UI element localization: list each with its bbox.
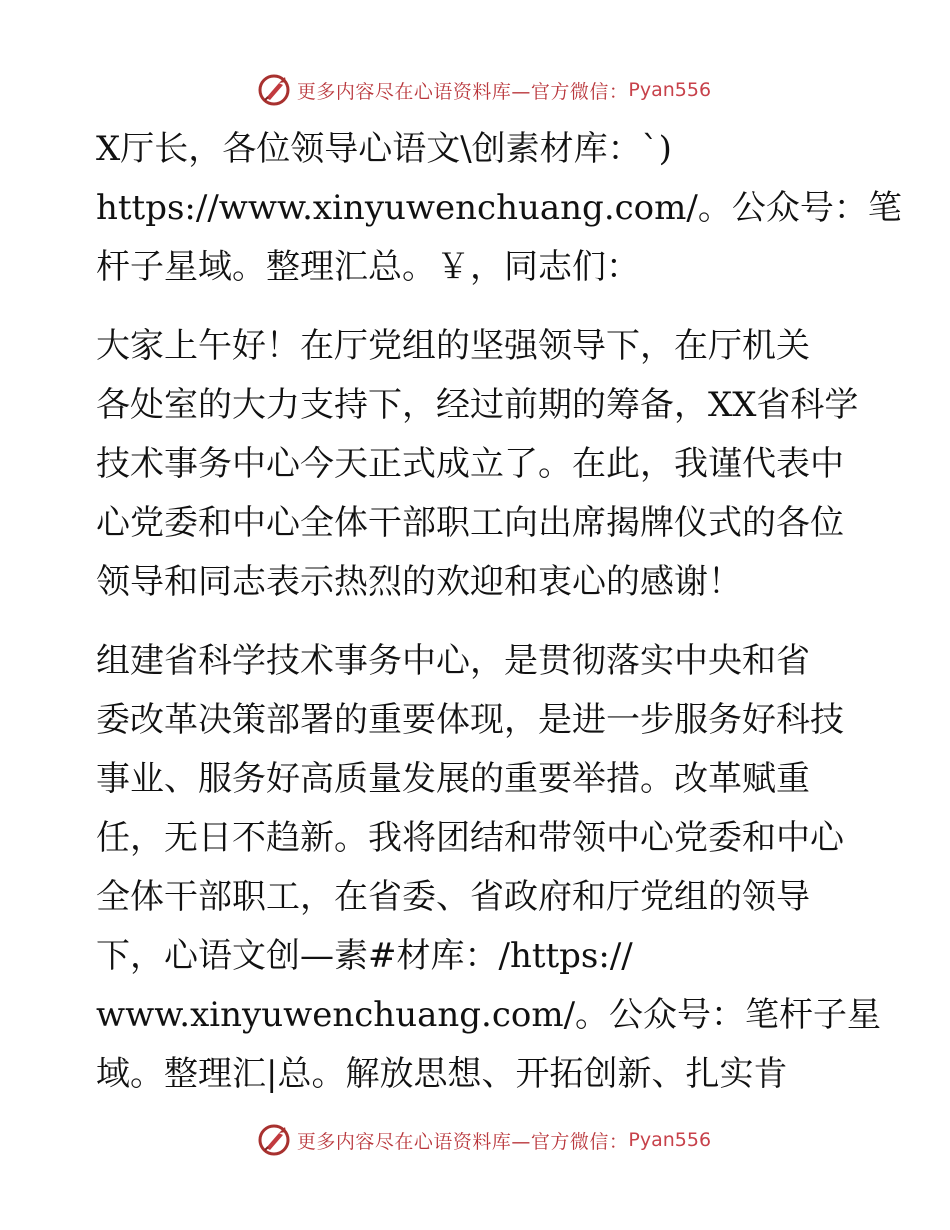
paragraph-greeting (96, 317, 866, 612)
text-line: 心党委和中心全体干部职工向出席揭牌仪式的各位 (96, 503, 844, 543)
text-line: X厅长，各位领导心语文\创素材库：`) (96, 129, 672, 169)
text-line: 全体干部职工，在省委、省政府和厅党组的领导 (96, 877, 810, 917)
text-line: 任，无日不趋新。我将团结和带领中心党委和中心 (96, 818, 844, 858)
text-line: 事业、服务好高质量发展的重要举措。改革赋重 (96, 759, 810, 799)
text-line: 技术事务中心今天正式成立了。在此，我谨代表中 (96, 444, 844, 484)
paragraph-gap (96, 297, 866, 317)
footer-banner (0, 1120, 950, 1160)
text-line: 组建省科学技术事务中心，是贯彻落实中央和省 (96, 641, 810, 681)
text-line: 各处室的大力支持下，经过前期的筹备，XX省科学 (96, 385, 859, 425)
header-banner-text: 更多内容尽在心语资料库—官方微信： (296, 80, 629, 103)
text-line: https://www.xinyuwenchuang.com/。公众号：笔 (96, 188, 902, 228)
text-line: www.xinyuwenchuang.com/。公众号：笔杆子星 (96, 995, 882, 1035)
paragraph-main (96, 632, 882, 1104)
text-line: 域。整理汇|总。解放思想、开拓创新、扎实肯 (96, 1054, 788, 1094)
footer-wechat-id: Pyan556 (628, 1129, 712, 1151)
footer-banner-text: 更多内容尽在心语资料库—官方微信： (296, 1130, 629, 1153)
quill-pen-circle-icon (257, 73, 291, 107)
text-line: 杆子星域。整理汇总。￥，同志们： (96, 247, 640, 287)
document-body (96, 120, 902, 1104)
paragraph-gap (96, 612, 866, 632)
footer-banner-content (257, 1123, 711, 1157)
header-banner (0, 70, 950, 110)
paragraph-salutation (96, 120, 902, 297)
header-wechat-id: Pyan556 (628, 79, 712, 101)
text-line: 下，心语文创—素#材库：/https:// (96, 936, 633, 976)
text-line: 领导和同志表示热烈的欢迎和衷心的感谢！ (96, 562, 742, 602)
header-banner-content (257, 73, 711, 107)
text-line: 委改革决策部署的重要体现，是进一步服务好科技 (96, 700, 844, 740)
quill-pen-circle-icon (257, 1123, 291, 1157)
text-line: 大家上午好！在厅党组的坚强领导下，在厅机关 (96, 326, 810, 366)
